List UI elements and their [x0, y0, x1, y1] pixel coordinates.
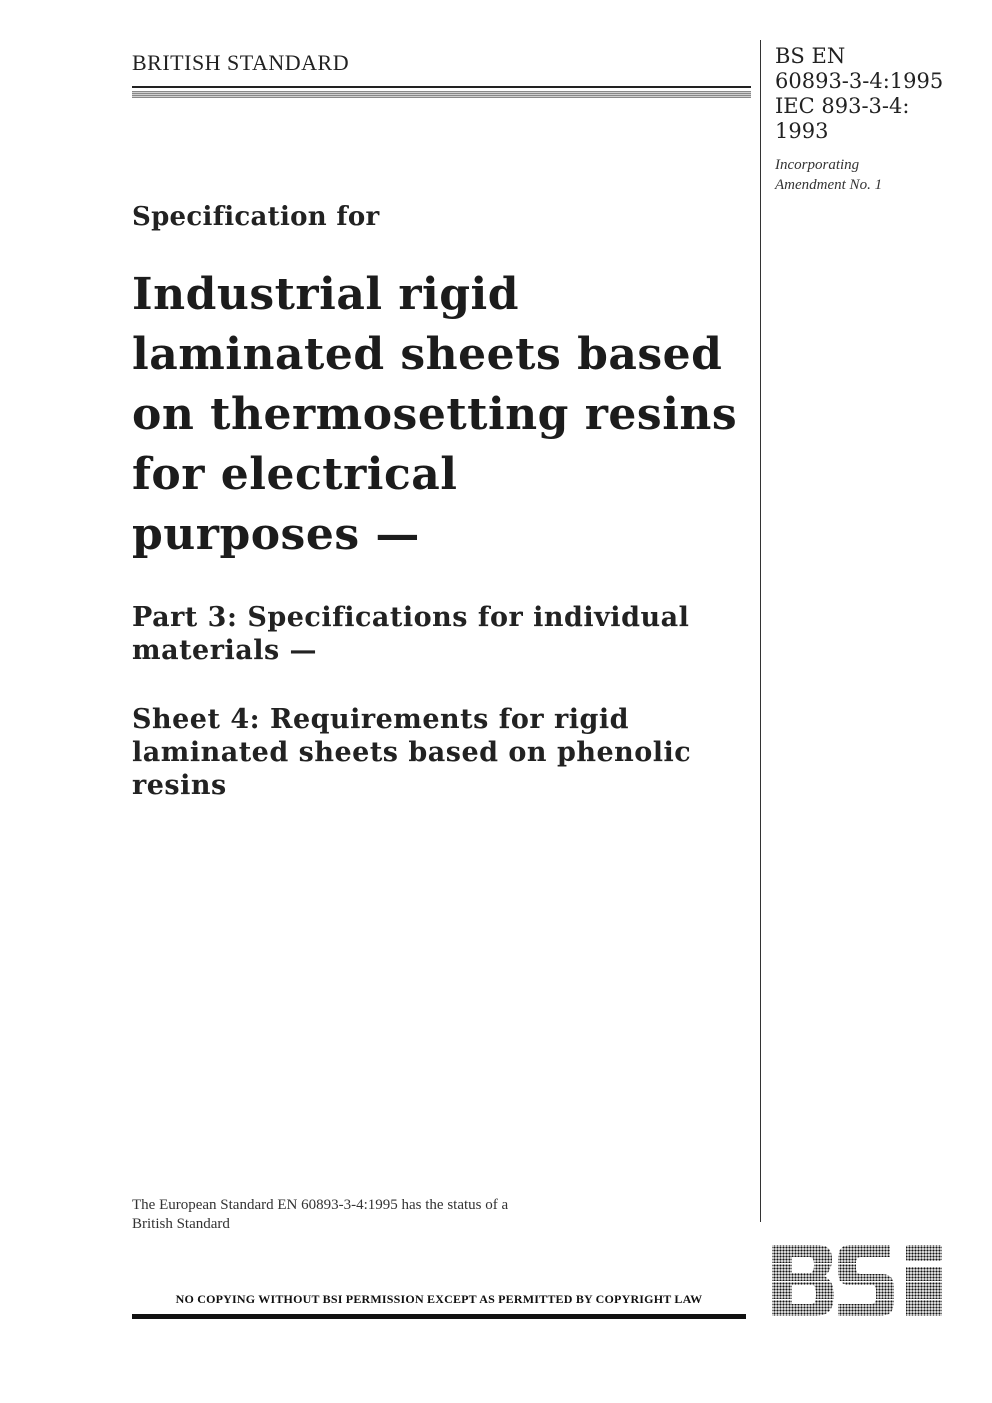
footer-rule: [132, 1314, 746, 1319]
part-title: [132, 601, 752, 667]
status-note-line: The European Standard EN 60893-3-4:1995 has the status of a: [132, 1197, 509, 1213]
main-title-line: laminated sheets based: [132, 329, 723, 380]
sheet-title-line: resins: [132, 770, 227, 801]
main-title: [132, 265, 752, 565]
series-label: BRITISH STANDARD: [132, 50, 350, 75]
sheet-title-line: Sheet 4: Requirements for rigid: [132, 704, 629, 735]
designation-line: BS EN: [775, 44, 846, 68]
copyright-notice: NO COPYING WITHOUT BSI PERMISSION EXCEPT AS PERMITTED BY COPYRIGHT LAW: [175, 1292, 703, 1306]
designation-line: 1993: [775, 119, 829, 143]
header-rule: [132, 86, 751, 88]
sheet-title: [132, 703, 752, 802]
amendment-line: Incorporating: [775, 157, 860, 173]
standard-designation: [775, 44, 943, 144]
part-title-line: materials —: [132, 635, 318, 666]
status-note: [132, 1196, 508, 1234]
bsi-logo: [770, 1243, 945, 1318]
designation-line: IEC 893-3-4:: [775, 94, 910, 118]
main-title-line: on thermosetting resins: [132, 389, 738, 440]
amendment-note: [775, 155, 882, 195]
spec-for-heading: Specification for: [132, 202, 380, 232]
header-rule-gray: [132, 91, 751, 98]
amendment-line: Amendment No. 1: [775, 177, 883, 193]
main-title-line: for electrical: [132, 449, 458, 500]
sheet-title-line: laminated sheets based on phenolic: [132, 737, 692, 768]
main-title-line: Industrial rigid: [132, 269, 520, 320]
main-title-line: purposes —: [132, 509, 420, 560]
part-title-line: Part 3: Specifications for individual: [132, 602, 690, 633]
status-note-line: British Standard: [132, 1216, 230, 1232]
column-divider: [760, 40, 761, 1222]
designation-line: 60893-3-4:1995: [775, 69, 944, 93]
